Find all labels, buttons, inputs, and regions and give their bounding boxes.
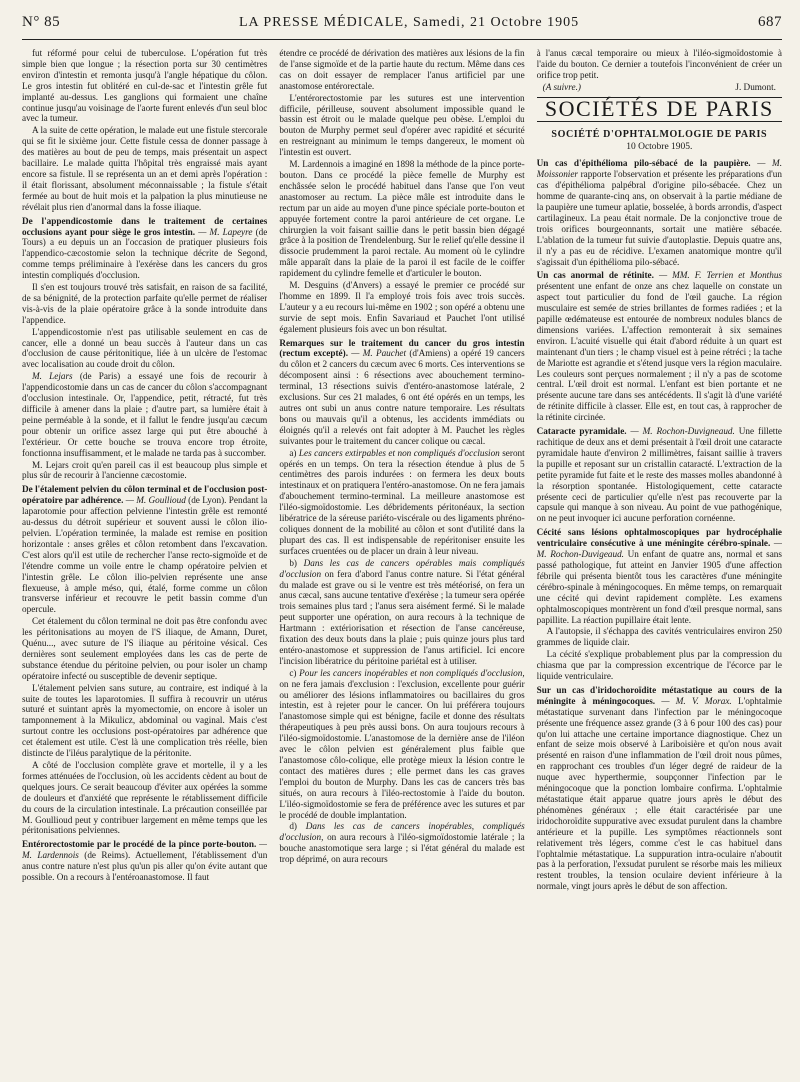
article-appendicostomie (22, 216, 267, 281)
list-item (279, 668, 524, 821)
article-retinite (537, 270, 782, 423)
item-label: d) (289, 821, 297, 832)
section-banner: SOCIÉTÉS DE PARIS (537, 97, 782, 122)
to-be-continued: (A suivre.) (542, 81, 581, 92)
author-signature: J. Dumont. (735, 81, 776, 92)
session-date: 10 Octobre 1905. (626, 142, 693, 153)
article-body: rapporte l'observation et présente les préparations d'un cas d'épithélioma palpébral d'origine pilo-sébacée. Chez un homme de quarante-cinq ans, on observait à la partie médiane de la paupière une tumeur aplatie, bosselée, à bords arrondis, d'aspect cartilagineux. La peau était normale. De la conjonctive troue de trois orifices bourgeonnants, sortait une matière sébacée. L'ablation de la tumeur fut suivie d'autoplastie. Depuis quatre ans, il n'y a pas eu de récidive. L'examen anatomique montre qu'il s'agissait d'un épithélioma pilo-sébacé. (536, 169, 782, 267)
paragraph (22, 371, 267, 458)
article-body: L'ophtalmie métastatique survenant dans l'infection par le méningocoque présente une fréquence assez grande (3 à 6 pour 100 des cas) pour qu'on lui attache une certaine importance diagnostique. Chez un enfant de seize mois observé à Lariboisière et qu'on nous avait présenté en raison d'une inflammation de l'œil droit nous pûmes, en rapprochant ces troubles d'un léger degré de raideur de la nuque avec hyperthermie, soupçonner l'infection par le méningocoque que la ponction lombaire confirma. L'ophtalmie métastatique était apparue quatre jours après le début des phénomènes généraux ; elle était caractérisée par une iridochoroïdite suppurative avec exsudat purulent dans la chambre antérieure et la pupille. Les symptômes réactionnels sont relativement très légers, comme c'est le cas habituel dans l'ophtalmie métastatique. La suppuration intra-oculaire n'aboutit pas à la perforation, l'exsudat purulent se résorbe mais les milieux restent troubles, la tension oculaire devient inférieure à la normale, vingt jours après le début de son affection. (536, 695, 782, 892)
paragraph-text: (de Paris) a essayé une fois de recourir à l'appendicostomie dans un cas de cancer du côlon s'accompagnant d'occlusion intestinale. Or, l'appendice, petit, rétracté, fut très difficile à amener dans la plaie ; d'autre part, sa lumière était à peine perméable à la sonde, et il fallut le fendre jusqu'au cæcum pour obtenir un orifice assez large qui put être abouché à l'extérieur. Or cette bouche se trouva encore trop étroite, fonctionna insuffisamment, et le malade ne tarda pas à succomber. (22, 371, 268, 458)
paragraph: L'entérorectostomie par les sutures est une intervention difficile, périlleuse, souvent absolument impossible quand le bassin est étroit ou le malade quelque peu obèse. L'emploi du bouton de Murphy permet seul d'opérer avec rapidité et sécurité en restreignant au minimum le temps dangereux, le moment où l'intestin est ouvert. (279, 92, 525, 158)
item-text: on fera d'abord l'anus contre nature. Si l'état général du malade est grave ou si le ventre est très météorisé, on fera un anus cæcal, sans aucune tentative d'exérèse ; la tumeur sera opérée trois semaines plus tard ; l'anus sera aisément fermé. Si le malade peut supporter une opération, on aura recours à la technique de Hartmann : extériorisation et résection de l'anse cancéreuse, fixation des deux bouts dans la plaie ; puis quinze jours plus tard entéro-anastomose et suppression de l'anus artificiel. Ici encore l'incision libératrice du péritoine pariétal est à utiliser. (279, 568, 525, 666)
item-lead: Pour les cancers inopérables et non compliqués d'occlusion, (299, 667, 525, 678)
article-body: Un enfant de quatre ans, normal et sans passé pathologique, fut atteint en Janvier 1905 d'une affection fébrile qui présenta bientôt tous les caractères d'une méningite cérébro-spinale à méningocoques. En même temps, on remarquait une cécité qui devint rapidement complète. Les examens ophtalmoscopiques montrèrent un fond d'œil presque normal, sans papillite. La réaction pupillaire était lente. (536, 549, 782, 625)
column-2 (279, 48, 524, 1068)
paragraph: à l'anus cæcal temporaire ou mieux à l'iléo-sigmoïdostomie à l'aide du bouton. Ce dernier a toutefois l'inconvénient de créer un orifice trop petit. (536, 48, 782, 80)
publication-title: LA PRESSE MÉDICALE, Samedi, 21 Octobre 1905 (238, 15, 580, 30)
article-cataracte (537, 426, 782, 524)
page-header (22, 14, 782, 40)
article-author: — M. Rochon-Duvigeaud. (536, 538, 782, 560)
paragraph: Il s'en est toujours trouvé très satisfait, en raison de sa facilité, de sa bénignité, de la protection parfaite qu'elle permet de réaliser vis-à-vis de la plaie opératoire grâce à la sonde introduite dans l'appendice. (22, 282, 268, 325)
article-title: Cataracte pyramidale. (536, 426, 627, 437)
article-author: — M. V. Morax. (661, 695, 732, 706)
paragraph: fut réformé pour celui de tuberculose. L'opération fut très simple bien que longue ; la résection porta sur 30 centimètres environ d'intestin et remonta jusqu'à l'angle hépatique du côlon. Le gros intestin fut oblitéré en cul-de-sac et l'intestin grêle fut implanté au-dessus. Les ganglions qui formaient une chaîne continue jusqu'au voisinage de l'aorte furent enlevés d'un seul bloc avec la tumeur. (22, 48, 268, 124)
article-author: — MM. F. Terrien et Monthus (658, 270, 782, 281)
signature-line (543, 82, 776, 93)
paragraph: Cet étalement du côlon terminal ne doit pas être confondu avec les péritonisations au moyen de l'S iliaque, de Amann, Duret, Quénu..., avec suture de l'S iliaque au péritoine vésical. Ces dernières sont seulement employées dans les cas de perte de substance étendue du péritoine pelvien, ou pour isoler un champ opératoire infecté ou susceptible de devenir septique. (22, 616, 268, 681)
article-epithelioma (537, 158, 782, 267)
article-cancer-gros-intestin (279, 338, 524, 447)
article-title: De l'appendicostomie dans le traitement de certaines occlusions ayant pour siège le gros intestin. (22, 215, 268, 237)
article-title: Remarques sur le traitement du cancer du gros intestin (rectum excepté). (279, 337, 525, 359)
item-label: b) (289, 557, 297, 568)
society-title: SOCIÉTÉ D'OPHTALMOLOGIE DE PARIS (551, 128, 768, 140)
article-body: (de Tours) a eu depuis un an l'occasion de pratiquer plusieurs fois l'appendico-cæcostomie selon la technique décrite de Segond, comme temps préliminaire à l'exérèse dans les cancers du gros intestin compliqués d'occlusion. (22, 226, 268, 281)
article-author: — M. Lapeyre (198, 226, 253, 237)
paragraph: La cécité s'explique probablement plus par la compression du chiasma que par la compression excentrique de l'écorce par le liquide ventriculaire. (536, 649, 782, 682)
article-author: — M. Moissonier (536, 158, 782, 180)
issue-number: N° 85 (22, 14, 61, 30)
list-item (279, 821, 524, 865)
article-author: — M. Pauchet (351, 348, 407, 359)
article-author: — M. Goullioud (125, 495, 186, 506)
item-text: on ne fera jamais d'exclusion : l'exclusion, excellente pour guérir ou améliorer des lésions inflammatoires ou bacillaires du gros intestin, est à rejeter pour le cancer. On lui préférera toujours l'anastomose simple qui est bénigne, facile et donne des résultats thérapeutiques à peu près aussi bons. On aura toujours recours à l'iléo-sigmoïdostomie. L'anastomose de la dernière anse de l'iléon avec le côlon pelvien est généralement plus faible que l'anastomose côlo-colique, elle protège mieux la lésion contre le contact des matières dures ; elle permet dans les cas graves l'emploi du bouton de Murphy. Dans les cas de cancers très bas situés, on aura recours à l'iléo-rectostomie à l'aide du bouton. L'iléo-sigmoïdostomie se fera de préférence avec les sutures et par le procédé de double implantation. (279, 678, 525, 820)
item-lead: Dans les cas de cancers opérables mais compliqués d'occlusion (279, 557, 525, 579)
paragraph: L'étalement pelvien sans suture, au contraire, est indiqué à la suite de toutes les laparotomies. Il suffira à recouvrir un utérus suturé et suintant après la myomectomie, on encore à isoler un tamponnement à la Mikulicz, abdominal ou vaginal. Mais c'est surtout contre les occlusions post-opératoires par adhérence que cet étalement est utile. C'est là une complication très réelle, bien distincte de l'iléus paralytique de la péritonite. (22, 682, 268, 759)
article-etalement-pelvien (22, 484, 267, 615)
paragraph: A côté de l'occlusion complète grave et mortelle, il y a les formes atténuées de l'occlusion, où les accidents cèdent au bout de quelques jours. Ce serait beaucoup d'éviter aux opérées la somme de douleurs et d'anxiété que représente le rétablissement difficile du cours de la circulation intestinale. La précaution conseillée par M. Goullioud peut y contribuer largement en même temps que les péritonisations pelviennes. (22, 760, 268, 836)
paragraph: M. Lejars croit qu'en pareil cas il est beaucoup plus simple et plus sûr de recourir à l'ancienne cæcostomie. (22, 459, 268, 481)
item-text: on aura recours à l'iléo-sigmoïdostomie latérale ; la bouche anastomotique sera large ; si l'état général du malade est trop déprimé, on aura recours (279, 832, 525, 865)
page-number: 687 (757, 14, 782, 30)
article-author: — M. Rochon-Duvigneaud. (630, 426, 735, 437)
article-title: Un cas anormal de rétinite. (536, 270, 654, 281)
item-text: seront opérés en un temps. On tera la résection étendue à plus de 5 centimètres des parois indurées : on fermera les deux bouts intestinaux et on pratiquera l'entéro-anastomose. On ne fera jamais d'abouchement termino-terminal. La meilleure anastomose est l'iléo-sigmoïdostomie. Les débridements péritonéaux, la section libératrice de la séreuse pariéto-viscérale ou des ligaments phréno-coliques donnent de la mobilité au côlon et sont d'utilité dans la plupart des cas. Il est indispensable de repéritoniser ensuite les surfaces cruentées ou de placer un drain à leur niveau. (279, 447, 525, 556)
column-1 (22, 48, 267, 1068)
article-enterorectostomie (22, 839, 267, 883)
item-label: c) (289, 667, 297, 678)
article-body: (de Lyon). Pendant la laparotomie pour affection pelvienne l'intestin grêle est remonté au-dessus du détroit supérieur et souvent aussi le côlon ilio-pelvien. L'opération terminée, la malade est remise en position horizontale : anses grêles et côlon retombent dans l'excavation. C'est alors qu'il est utile de rechercher l'anse recto-sigmoïde et de l'étendre comme un voile entre le champ opératoire pelvien et l'intestin grêle. Le côlon ilio-pelvien représente une anse flexueuse, à ample méso, qui, étalé, forme comme un côlon transverse inférieur et recouvre le petit bassin comme d'un opercule. (22, 495, 268, 615)
columns (22, 48, 782, 1068)
paragraph: L'appendicostomie n'est pas utilisable seulement en cas de cancer, elle a donné un beau succès à l'auteur dans un cas d'occlusion de cause péritonitique, liée à un ulcère de l'estomac avec localisation au coude droit du côlon. (22, 326, 268, 370)
list-item (279, 558, 524, 667)
article-title: Sur un cas d'iridochoroïdite métastatique au cours de la méningite à méningocoques. (536, 684, 782, 706)
article-body: (d'Amiens) a opéré 19 cancers du côlon et 2 cancers du cæcum avec 6 morts. Ces interventions se décomposent ainsi : 6 résections avec abouchement termino-terminal, 13 résections suivis d'entéro-anastomose latérale, 2 exclusions. Sur ces 21 malades, 6 ont été opérés en un temps, les autres ont subi un anus contre nature temporaire. Les résultats bons ou mauvais qu'il a obtenus, les accidents immédiats ou éloignés qu'il a relevés ont fait adopter à M. Pauchet les règles suivantes pour le traitement du cancer colique ou cæcal. (279, 348, 525, 446)
list-item (279, 448, 524, 557)
article-body: présentent une enfant de onze ans chez laquelle on constate un aspect tout particulier du fond de l'œil gauche. La région musculaire est semée de stries brillantes de formes radiées ; et la papille œdémateuse est entourée de nombreux nodules blancs de dimensions variées. L'affection remonterait à six semaines environ. L'acuité visuelle qui était d'abord réduite à un quart est maintenant d'un tiers ; le champ visuel est à peine rétréci ; la tache de Mariotte est agrandie et s'étend jusque vers la région maculaire. Les couleurs sont perçues normalement ; il n'y a pas de scotome central. L'œil droit est normal. L'enfant est bien portante et ne présente aucune tare dans ses antécédents. Il s'agit là d'une variété de rétinite difficile à classer. Elle est, en tout cas, à rapprocher de la rétinite circinée. (536, 281, 782, 423)
column-3 (537, 48, 782, 1068)
item-lead: Dans les cas de cancers inopérables, compliqués d'occlusion, (279, 821, 525, 843)
article-iridochoroidite (537, 685, 782, 892)
item-lead: Les cancers extirpables et non compliqués d'occlusion (298, 447, 500, 458)
article-title: Cécité sans lésions ophtalmoscopiques par hydrocéphalie ventriculaire consécutive à une méningite cérébro-spinale. (536, 527, 782, 549)
paragraph: étendre ce procédé de dérivation des matières aux lésions de la fin de l'anse sigmoïde et de la partie haute du rectum. Même dans ces cas on doit essayer de remplacer l'anus artificiel par une anastomose entérorectale. (279, 48, 525, 91)
article-cecite (537, 527, 782, 625)
paragraph: M. Lardennois a imaginé en 1898 la méthode de la pince porte-bouton. Dans ce procédé la pièce femelle de Murphy est enchâssée selon le procédé habituel dans l'anse que l'on veut anastomoser au rectum. La pièce mâle est introduite dans le rectum par un aide au moyen d'une pince spéciale porte-bouton et appuyée fortement contre la paroi antérieure de cet organe. Le chirurgien la voit faisant saillie dans le petit bassin bien dégagé grâce à la position de Trendelenburg. Sur le relief qu'elle dessine il dissocie prudemment la paroi rectale. Au moment où le cylindre mâle apparaît dans la plaie de la paroi il est facile de le coiffer rapidement du cylindre femelle et d'articuler le bouton. (279, 159, 525, 279)
author-name: M. Lejars (32, 371, 73, 382)
article-title: De l'étalement pelvien du côlon terminal et de l'occlusion post-opératoire par adhérence. (22, 484, 268, 506)
article-title: Entérorectostomie par le procédé de la pince porte-bouton. (22, 839, 257, 850)
paragraph: A l'autopsie, il s'échappa des cavités ventriculaires environ 250 grammes de liquide clair. (536, 626, 782, 648)
article-body: (de Reims). Actuellement, l'établissement d'un anus contre nature n'est plus qu'un pis aller qu'on évite autant que possible. On a recours à l'entéroanastomose. Il faut (22, 850, 268, 883)
article-author: — M. Lardennois (22, 839, 268, 861)
paragraph: M. Desguins (d'Anvers) a essayé le premier ce procédé sur l'homme en 1899. Il l'a employé trois fois avec trois succès. L'auteur y a eu recours lui-même en 1902 ; son opéré a obtenu une survie de sept mois. Enfin Savariaud et Pauchet l'ont utilisé également plusieurs fois avec un bon résultat. (279, 280, 525, 334)
paragraph: A la suite de cette opération, le malade eut une fistule stercorale qui se fit le sixième jour. Cette fistule cessa de donner passage à des matières au bout de peu de temps, mais présentait un aspect bacillaire. Le malade quitta l'hôpital très engraissé mais ayant encore sa fistule. Il se représenta un an et demi après l'opération : il était florissant, absolument méconnaissable ; la fistule s'était fermée au bout de huit mois et la palpation la plus minutieuse ne révélait plus rien d'anormal dans la fosse iliaque. (22, 125, 268, 212)
item-label: a) (289, 447, 297, 458)
article-title: Un cas d'épithélioma pilo-sébacé de la paupière. (536, 158, 751, 169)
article-body: Une fillette rachitique de deux ans et demi présentait à l'œil droit une cataracte pyramidale haute d'environ 2 millimètres, faisant saillie à travers la pupille et reposant sur un cristallin cataracté. L'extraction de la petite pyramide fut faite et le reste des masses molles abandonné à la résorption spontanée. Histologiquement, cette cataracte présente ceci de particulier qu'elle n'est pas recouverte par la capsule qui manque à son niveau. Au point de vue pathogénique, on ne peut invoquer ici aucune perforation cornéenne. (536, 426, 782, 524)
